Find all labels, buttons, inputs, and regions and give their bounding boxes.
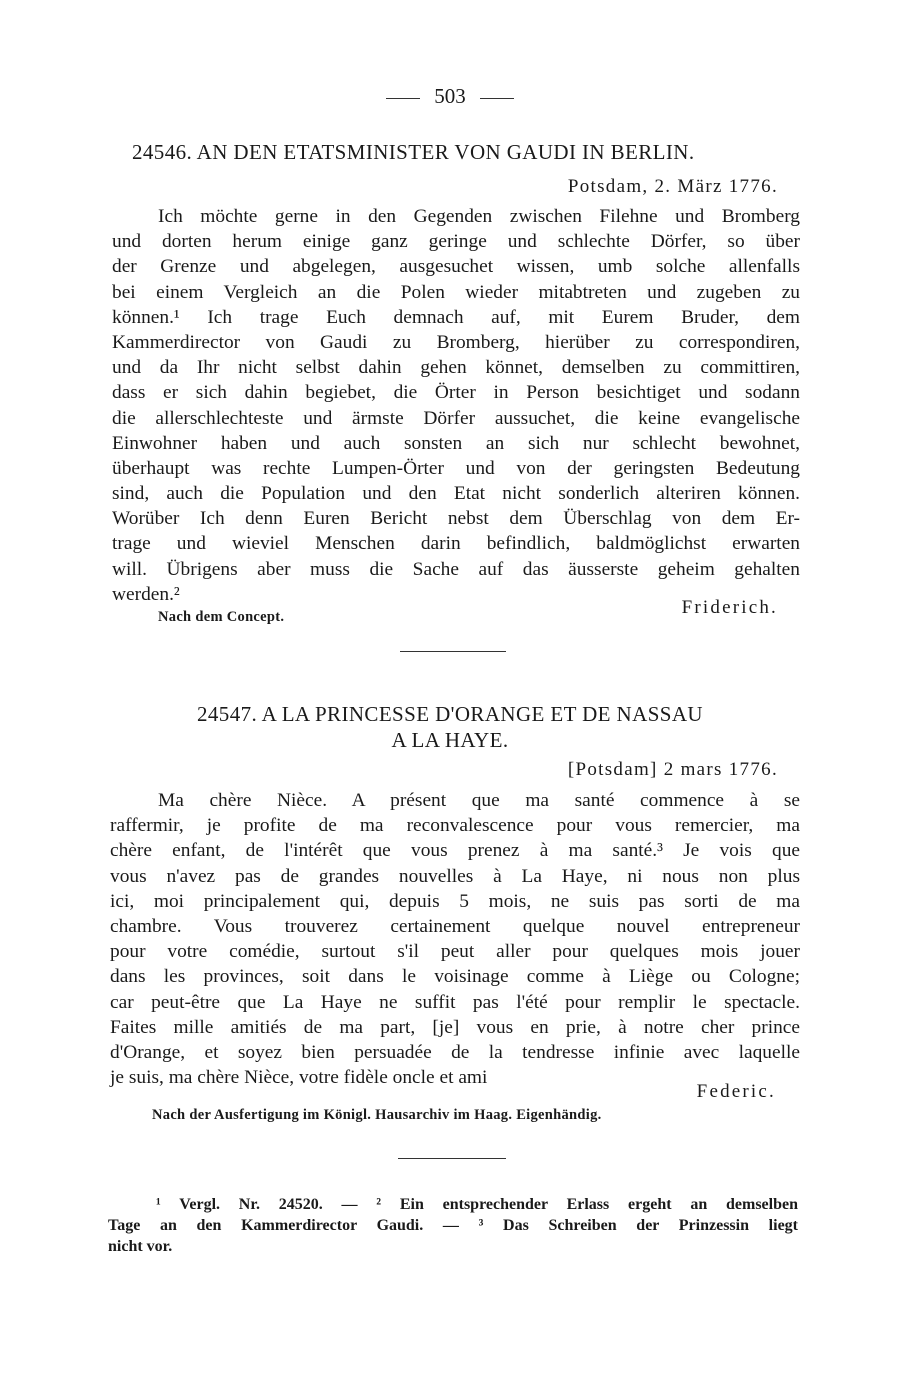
letter2-line: je suis, ma chère Nièce, votre fidèle oncle et ami <box>110 1067 488 1089</box>
letter1-line: bei einem Vergleich an die Polen wieder mitabtreten und zugeben zu <box>112 281 800 303</box>
letter1-line: dass er sich dahin begiebet, die Örter in Person besichtiget und sodann <box>112 382 800 404</box>
letter2-line: car peut-être que La Haye ne suffit pas l'été pour remplir le spectacle. <box>110 991 800 1013</box>
letter2-line: Ma chère Nièce. A présent que ma santé commence à se <box>158 790 800 811</box>
letter1-line: will. Übrigens aber muss die Sache auf das äusserste geheim gehalten <box>112 558 800 580</box>
letter1-line: können.¹ Ich trage Euch demnach auf, mit Eurem Bruder, dem <box>112 306 800 328</box>
letter1-line: werden.² <box>112 583 180 605</box>
letter2-line: raffermir, je profite de ma reconvalescence pour vous remercier, ma <box>110 815 800 837</box>
letter2-source: Nach der Ausfertigung im Königl. Hausarchiv im Haag. Eigenhändig. <box>152 1107 602 1123</box>
letter2-place-date: [Potsdam] 2 mars 1776. <box>567 759 778 780</box>
letter2-line: d'Orange, et soyez bien persuadée de la tendresse infinie avec laquelle <box>110 1041 800 1063</box>
letter2-line: chère enfant, de l'intérêt que vous prenez à ma santé.³ Je vois que <box>110 840 800 862</box>
footnote-line: Tage an den Kammerdirector Gaudi. — ³ Das Schreiben der Prinzessin liegt <box>108 1217 798 1234</box>
letter2-line: dans les provinces, soit dans le voisinage comme à Liège ou Cologne; <box>110 966 800 988</box>
footnotes <box>108 1194 798 1257</box>
letter1-line: überhaupt was rechte Lumpen-Örter und von der geringsten Bedeutung <box>112 457 800 479</box>
footnote-line: ¹ Vergl. Nr. 24520. — ² Ein entsprechender Erlass ergeht an demselben <box>156 1196 798 1213</box>
letter2-heading-line2: A LA HAYE. <box>391 728 509 752</box>
letter1-line: trage und wieviel Menschen darin befindlich, baldmöglichst erwarten <box>112 533 800 555</box>
letter1-line: und da Ihr nicht selbst dahin gehen könnet, demselben zu committiren, <box>112 357 800 379</box>
letter1-body <box>112 204 800 607</box>
page-number-dash-left <box>386 98 420 99</box>
letter1-line: Ich möchte gerne in den Gegenden zwischen Filehne und Bromberg <box>158 206 800 227</box>
letter1-place-date: Potsdam, 2. März 1776. <box>567 176 778 197</box>
letter2-line: Faites mille amitiés de ma part, [je] vous en prie, à notre cher prince <box>110 1016 800 1038</box>
letter2-line: vous n'avez pas de grandes nouvelles à La Haye, ni nous non plus <box>110 865 800 887</box>
letter1-source: Nach dem Concept. <box>158 609 285 625</box>
letter2-line: pour votre comédie, surtout s'il peut aller pour quelques mois jouer <box>110 941 800 963</box>
page-number-dash-right <box>480 98 514 99</box>
page-number: 503 <box>434 84 466 108</box>
letter2-body <box>110 788 800 1090</box>
page-number-row <box>0 84 900 109</box>
section-divider <box>400 651 506 652</box>
letter1-heading: 24546. AN DEN ETATSMINISTER VON GAUDI IN BERLIN. <box>132 140 695 164</box>
letter1-line: Kammerdirector von Gaudi zu Bromberg, hierüber zu correspondiren, <box>112 331 800 353</box>
letter1-line: und dorten herum einige ganz geringe und schlechte Dörfer, so über <box>112 231 800 253</box>
letter1-signature: Friderich. <box>681 597 778 618</box>
letter1-line: der Grenze und abgelegen, ausgesuchet wissen, umb solche allenfalls <box>112 256 800 278</box>
letter2-line: ici, moi principalement qui, depuis 5 mois, ne suis pas sorti de ma <box>110 890 800 912</box>
letter1-line: Worüber Ich denn Euren Bericht nebst dem Überschlag von dem Er- <box>112 508 800 530</box>
footnote-divider <box>398 1158 506 1159</box>
letter2-line: chambre. Vous trouverez certainement quelque nouvel entrepreneur <box>110 915 800 937</box>
letter2-heading-line1: 24547. A LA PRINCESSE D'ORANGE ET DE NASSAU <box>197 702 703 726</box>
letter1-line: die allerschlechteste und ärmste Dörfer aussuchet, die keine evangelische <box>112 407 800 429</box>
letter1-line: sind, auch die Population und den Etat nicht sonderlich alteriren können. <box>112 483 800 505</box>
footnote-line: nicht vor. <box>108 1238 173 1255</box>
letter2-signature: Federic. <box>696 1081 776 1102</box>
letter1-line: Einwohner haben und auch sonsten an sich nur schlecht bewohnet, <box>112 432 800 454</box>
